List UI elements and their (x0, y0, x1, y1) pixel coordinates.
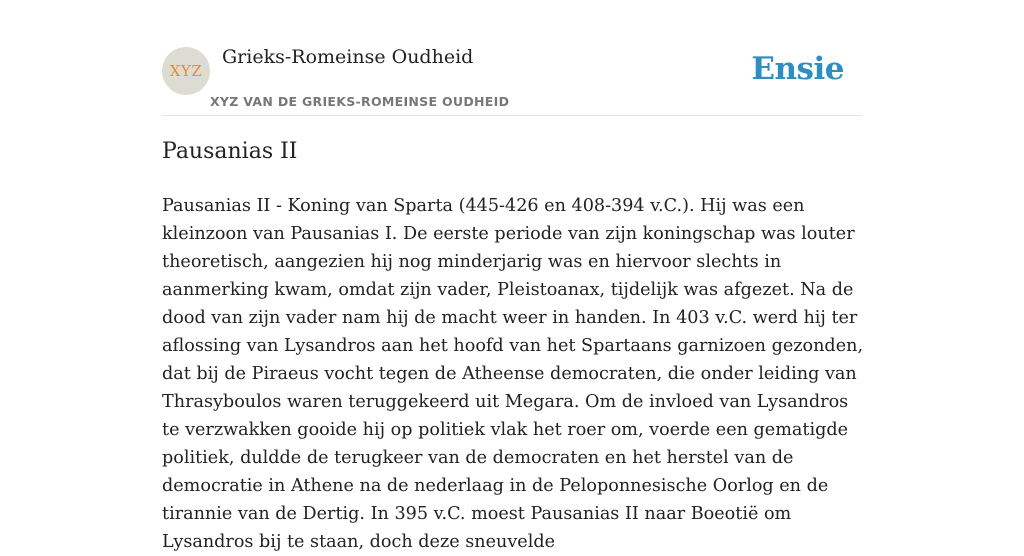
source-header (162, 0, 862, 116)
article-title: Pausanias II (162, 139, 298, 164)
article-body: Pausanias II - Koning van Sparta (445-426 en 408-394 v.C.). Hij was een kleinzoon van Pausanias I. De eerste periode van zijn koningschap was louter theoretisch, aangezien hij nog minderjarig was en hiervoor slechts in aanmerking kwam, omdat zijn vader, Pleistoanax, tijdelijk was afgezet. Na de dood van zijn vader nam hij de macht weer in handen. In 403 v.C. werd hij ter aflossing van Lysandros aan het hoofd van het Spartaans garnizoen gezonden, dat bij de Piraeus vocht tegen de Atheense democraten, die onder leiding van Thrasyboulos waren teruggekeerd uit Megara. Om de invloed van Lysandros te verzwakken gooide hij op politiek vlak het roer om, voerde een gematigde politiek, duldde de terugkeer van de democraten en het herstel van de democratie in Athene na de nederlaag in de Peloponnesische Oorlog en de tirannie van de Dertig. In 395 v.C. moest Pausanias II naar Boeotië om Lysandros bij te staan, doch deze sneuvelde (162, 196, 864, 552)
ensie-logo[interactable]: Ensie (751, 51, 844, 87)
source-avatar[interactable]: XYZ (162, 47, 210, 95)
source-title-link[interactable]: Grieks-Romeinse Oudheid (222, 46, 474, 68)
source-subtitle-link[interactable]: XYZ VAN DE GRIEKS-ROMEINSE OUDHEID (210, 94, 510, 109)
article-page (162, 0, 864, 552)
